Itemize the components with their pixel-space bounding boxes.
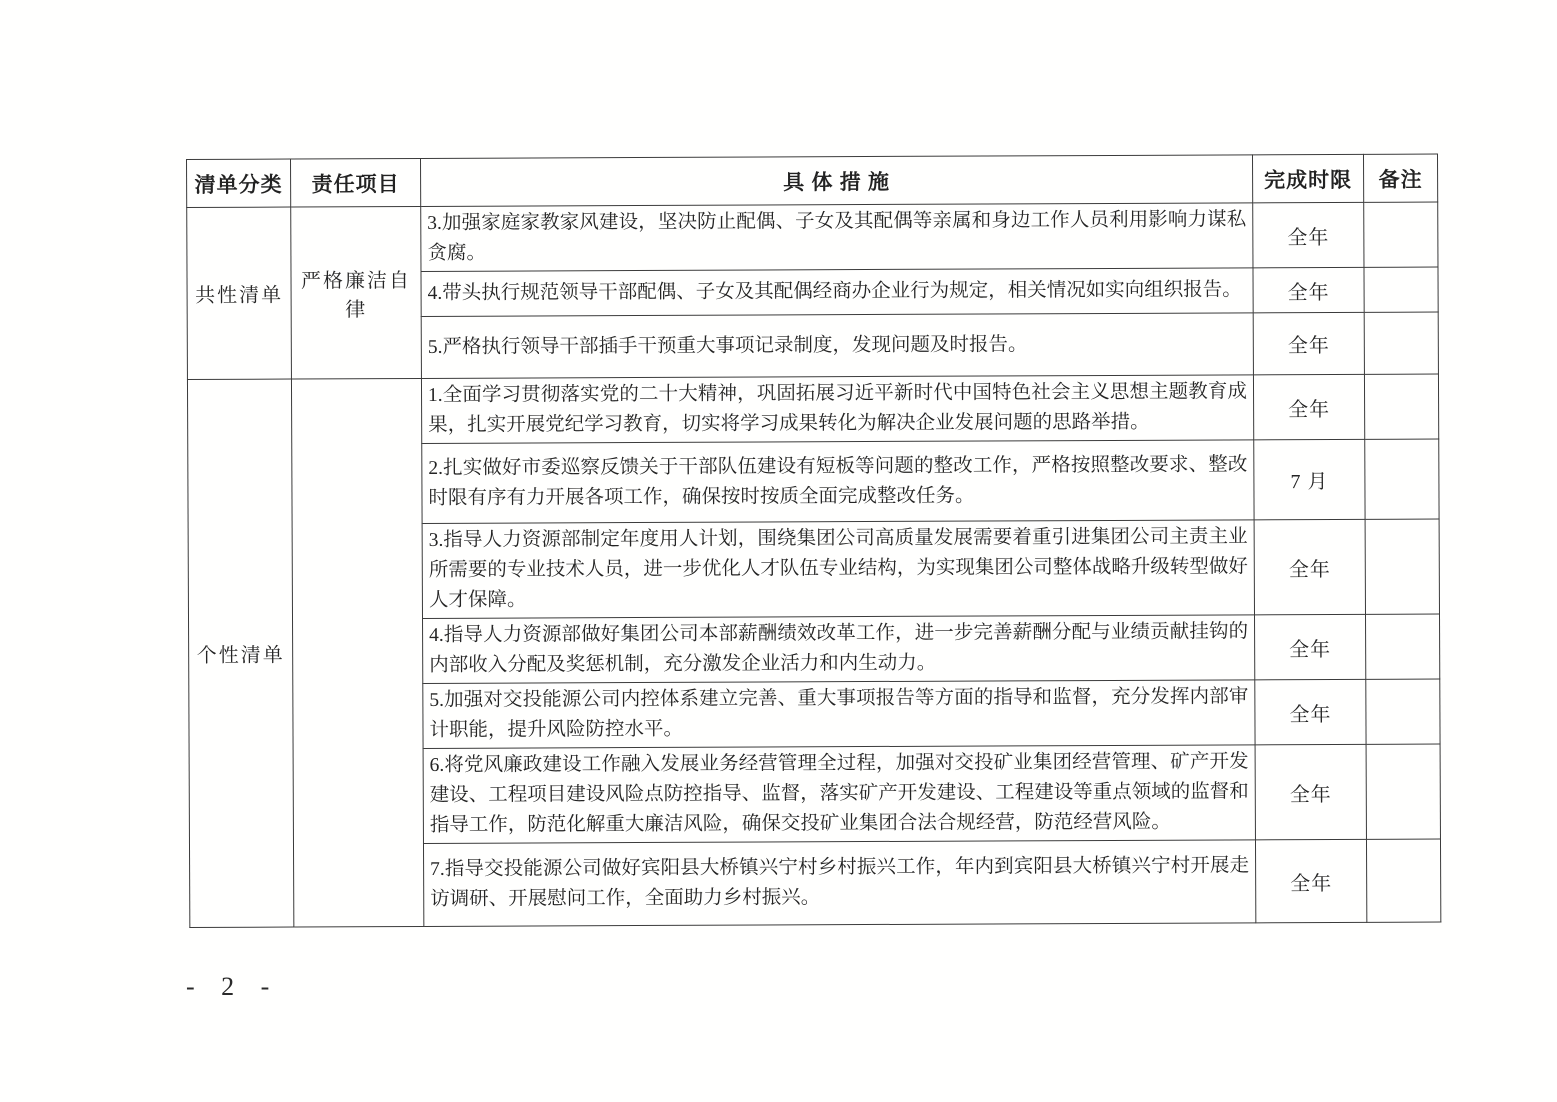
header-responsibility-project: 责任项目: [291, 158, 421, 207]
specific-measure-cell: 5.加强对交投能源公司内控体系建立完善、重大事项报告等方面的指导和监督，充分发挥内部审计职能，提升风险防控水平。: [423, 680, 1255, 749]
remark-cell: [1365, 614, 1439, 679]
header-list-category: 清单分类: [187, 159, 291, 207]
list-category-cell: 个性清单: [187, 379, 293, 927]
header-completion-deadline: 完成时限: [1252, 154, 1363, 202]
remark-cell: [1365, 439, 1439, 519]
completion-deadline-cell: 全年: [1254, 519, 1365, 614]
specific-measure-cell: 4.带头执行规范领导干部配偶、子女及其配偶经商办企业行为规定，相关情况如实向组织报告。: [421, 268, 1253, 317]
specific-measure-cell: 7.指导交投能源公司做好宾阳县大桥镇兴宁村乡村振兴工作，年内到宾阳县大桥镇兴宁村开展走访调研、开展慰问工作，全面助力乡村振兴。: [423, 840, 1255, 927]
specific-measure-cell: 2.扎实做好市委巡察反馈关于干部队伍建设有短板等问题的整改工作，严格按照整改要求、整改时限有序有力开展各项工作，确保按时按质全面完成整改任务。: [422, 440, 1254, 524]
completion-deadline-cell: 全年: [1253, 374, 1364, 439]
remark-cell: [1366, 744, 1440, 839]
remark-cell: [1366, 679, 1440, 744]
specific-measure-cell: 3.加强家庭家教家风建设，坚决防止配偶、子女及其配偶等亲属和身边工作人员利用影响力谋私贪腐。: [421, 203, 1253, 272]
page-number: - 2 -: [186, 972, 280, 1001]
table-row: [187, 374, 1438, 444]
responsibility-project-cell: 严格廉洁自律: [291, 206, 422, 379]
specific-measure-cell: 6.将党风廉政建设工作融入发展业务经营管理全过程，加强对交投矿业集团经营管理、矿产开发建设、工程项目建设风险点防控指导、监督，落实矿产开发建设、工程建设等重点领域的监督和指导工作，防范化解重大廉洁风险，确保交投矿业集团合法合规经营，防范经营风险。: [423, 745, 1255, 844]
completion-deadline-cell: 全年: [1253, 267, 1364, 312]
completion-deadline-cell: 全年: [1255, 744, 1366, 839]
completion-deadline-cell: 全年: [1255, 679, 1366, 744]
completion-deadline-cell: 全年: [1253, 202, 1364, 267]
header-remarks: 备注: [1363, 154, 1437, 202]
specific-measure-cell: 4.指导人力资源部做好集团公司本部薪酬绩效改革工作，进一步完善薪酬分配与业绩贡献挂钩的内部收入分配及奖惩机制，充分激发企业活力和内生动力。: [423, 615, 1255, 684]
remark-cell: [1364, 267, 1438, 312]
remark-cell: [1364, 312, 1438, 374]
completion-deadline-cell: 全年: [1253, 312, 1364, 374]
remark-cell: [1364, 374, 1438, 439]
header-specific-measures: 具 体 措 施: [420, 155, 1252, 207]
responsibility-list-table: [186, 154, 1441, 928]
remark-cell: [1364, 202, 1438, 267]
list-category-cell: 共性清单: [187, 207, 292, 379]
completion-deadline-cell: 全年: [1255, 839, 1366, 922]
table-row: [187, 202, 1438, 272]
remark-cell: [1365, 519, 1439, 614]
completion-deadline-cell: 全年: [1254, 614, 1365, 679]
responsibility-project-cell: [291, 378, 423, 927]
specific-measure-cell: 5.严格执行领导干部插手干预重大事项记录制度，发现问题及时报告。: [421, 313, 1253, 379]
remark-cell: [1366, 839, 1440, 922]
specific-measure-cell: 3.指导人力资源部制定年度用人计划，围绕集团公司高质量发展需要着重引进集团公司主责主业所需要的专业技术人员，进一步优化人才队伍专业结构，为实现集团公司整体战略升级转型做好人才保障。: [422, 520, 1254, 619]
specific-measure-cell: 1.全面学习贯彻落实党的二十大精神，巩固拓展习近平新时代中国特色社会主义思想主题教育成果，扎实开展党纪学习教育，切实将学习成果转化为解决企业发展问题的思路举措。: [421, 375, 1253, 444]
table-body: [187, 202, 1441, 927]
table-header-row: [187, 154, 1438, 207]
completion-deadline-cell: 7 月: [1254, 439, 1365, 519]
